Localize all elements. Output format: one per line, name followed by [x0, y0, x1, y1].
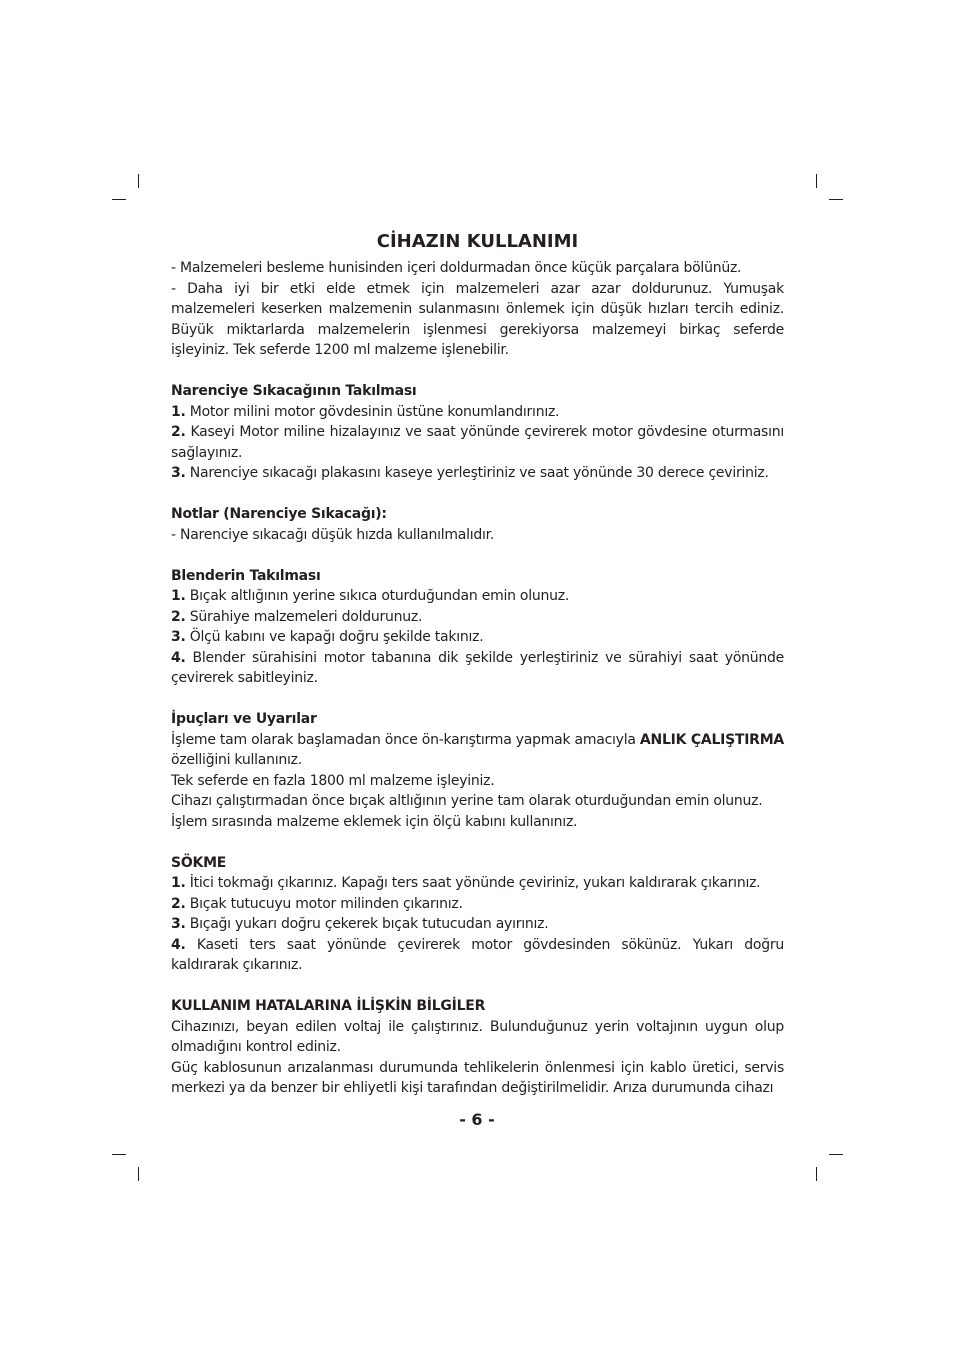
crop-mark	[829, 1154, 843, 1155]
step-number: 2.	[171, 424, 186, 440]
step-text: Bıçak tutucuyu motor milinden çıkarınız.	[189, 895, 463, 912]
section-heading-errors: KULLANIM HATALARINA İLİŞKİN BİLGİLER	[171, 998, 486, 1014]
step-number: 1.	[171, 403, 186, 420]
intro-paragraph: - Daha iyi bir etki elde etmek için malzemeleri azar azar doldurunuz. Yumuşak malzemeleri keserken malzemenin sulanmasını önlemek için düşük hızları tercih ediniz. Büyük miktarlarda malzemelerin işlenmesi gerekiyorsa malzemeyi birkaç seferde işleyiniz. Tek seferde 1200 ml malzeme işlenebilir.	[171, 280, 784, 358]
tips-text: özelliğini kullanınız.	[171, 752, 302, 768]
list-item	[171, 627, 784, 648]
step-text: Blender sürahisini motor tabanına dik şekilde yerleştiriniz ve sürahiyi saat yönünde çevirerek sabitleyiniz.	[171, 649, 784, 686]
list-item	[171, 402, 784, 423]
page-number: - 6 -	[459, 1110, 495, 1129]
step-text: Ölçü kabını ve kapağı doğru şekilde takınız.	[189, 629, 484, 645]
step-text: Motor milini motor gövdesinin üstüne konumlandırınız.	[189, 403, 560, 420]
section-heading-citrus: Narenciye Sıkacağının Takılması	[171, 383, 417, 399]
step-text: Bıçak altlığının yerine sıkıca oturduğundan emin olunuz.	[189, 588, 570, 604]
section-heading-blender: Blenderin Takılması	[171, 567, 321, 584]
section-heading-removal: SÖKME	[171, 854, 227, 871]
tips-paragraph	[171, 730, 784, 771]
step-text: Narenciye sıkacağı plakasını kaseye yerleştiriniz ve saat yönünde 30 derece çeviriniz.	[189, 465, 769, 481]
step-number: 3.	[171, 629, 186, 645]
step-number: 4.	[171, 649, 186, 666]
tips-paragraph: Cihazı çalıştırmadan önce bıçak altlığının yerine tam olarak oturduğundan emin olunuz.	[171, 793, 763, 809]
step-number: 3.	[171, 916, 186, 932]
step-text: Kaseti ters saat yönünde çevirerek motor gövdesinden sökünüz. Yukarı doğru kaldırarak çıkarınız.	[171, 936, 785, 973]
page-content	[171, 230, 784, 1099]
errors-paragraph: Cihazınızı, beyan edilen voltaj ile çalıştırınız. Bulunduğunuz yerin voltajının uygun olup olmadığını kontrol ediniz.	[171, 1018, 784, 1055]
step-number: 1.	[171, 588, 186, 604]
step-number: 2.	[171, 895, 186, 912]
errors-paragraph: Güç kablosunun arızalanması durumunda tehlikelerin önlenmesi için kablo üretici, servis merkezi ya da benzer bir ehliyetli kişi tarafından değiştirilmelidir. Arıza durumunda cihazı	[171, 1059, 784, 1096]
step-number: 4.	[171, 936, 186, 953]
crop-mark	[816, 1167, 817, 1181]
step-number: 3.	[171, 465, 186, 481]
step-text: İtici tokmağı çıkarınız. Kapağı ters saat yönünde çeviriniz, yukarı kaldırarak çıkarınız.	[189, 875, 761, 891]
list-item	[171, 914, 784, 935]
list-item	[171, 648, 784, 689]
tips-paragraph: Tek seferde en fazla 1800 ml malzeme işleyiniz.	[171, 772, 495, 789]
crop-mark	[829, 199, 843, 200]
crop-mark	[112, 199, 126, 200]
crop-mark	[816, 174, 817, 188]
crop-mark	[112, 1154, 126, 1155]
section-heading-tips: İpuçları ve Uyarılar	[171, 711, 317, 727]
page-title: CİHAZIN KULLANIMI	[376, 231, 579, 252]
step-number: 2.	[171, 608, 186, 625]
note-text: - Narenciye sıkacağı düşük hızda kullanılmalıdır.	[171, 526, 495, 543]
list-item	[171, 894, 784, 915]
step-number: 1.	[171, 875, 186, 891]
step-text: Bıçağı yukarı doğru çekerek bıçak tutucudan ayırınız.	[189, 916, 549, 932]
tips-paragraph: İşlem sırasında malzeme eklemek için ölçü kabını kullanınız.	[171, 813, 578, 830]
section-heading-notes: Notlar (Narenciye Sıkacağı):	[171, 506, 387, 522]
list-item	[171, 873, 784, 894]
list-item	[171, 586, 784, 607]
step-text: Kaseyi Motor miline hizalayınız ve saat yönünde çevirerek motor gövdesine oturmasını sağlayınız.	[171, 424, 784, 461]
crop-mark	[138, 174, 139, 188]
step-text: Sürahiye malzemeleri doldurunuz.	[189, 608, 423, 625]
tips-bold-text: ANLIK ÇALIŞTIRMA	[639, 731, 784, 748]
list-item	[171, 422, 784, 463]
intro-paragraph: - Malzemeleri besleme hunisinden içeri doldurmadan önce küçük parçalara bölünüz.	[171, 260, 742, 276]
list-item	[171, 463, 784, 484]
list-item	[171, 607, 784, 628]
tips-text: İşleme tam olarak başlamadan önce ön-karıştırma yapmak amacıyla	[171, 731, 640, 748]
crop-mark	[138, 1167, 139, 1181]
list-item	[171, 935, 784, 976]
